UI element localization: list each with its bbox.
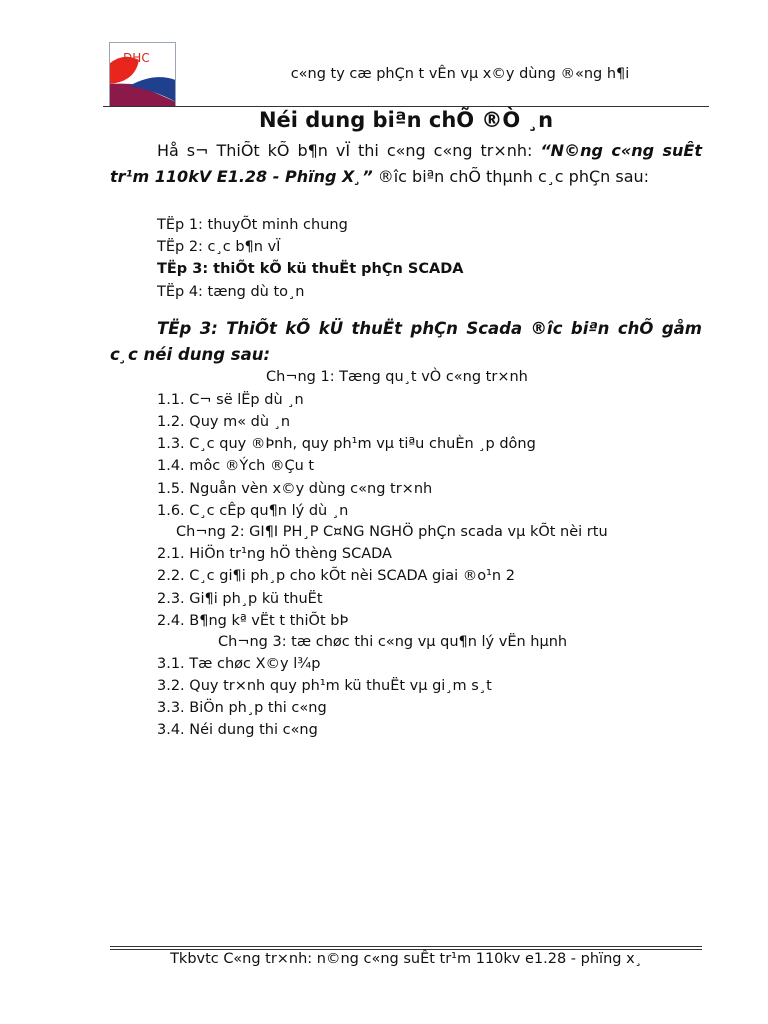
intro-tail: ®îc biªn chÕ thµnh c¸c phÇn sau: <box>372 167 650 186</box>
toc-item: 1.3. C¸c quy ®Þnh, quy ph¹m vµ tiªu chuÈn ¸p dông <box>157 436 536 452</box>
logo-text: ĐHC <box>123 51 150 65</box>
chapter-heading: Ch¬ng 3: tæ chøc thi c«ng vµ qu¶n lý vËn hµnh <box>218 634 568 650</box>
intro-lead: Hå s¬ ThiÕt kÕ b¶n vÏ thi c«ng c«ng tr×nh: <box>157 141 541 160</box>
toc-item: 3.4. Néi dung thi c«ng <box>157 722 318 738</box>
volume3-heading: TËp 3: ThiÕt kÕ kÜ thuËt phÇn Scada ®îc biªn chÕ gåm c¸c néi dung sau: <box>110 319 702 364</box>
toc-item: 2.3. Gi¶i ph¸p kü thuËt <box>157 591 323 607</box>
company-name: c«ng ty cæ phÇn t vÊn vµ x©y dùng ®«ng h¶i <box>290 66 630 82</box>
toc-item: 1.1. C¬ së lËp dù ¸n <box>157 392 304 408</box>
header-rule <box>103 106 709 107</box>
footer-rule <box>110 949 702 950</box>
chapter-heading: Ch¬ng 1: Tæng qu¸t vÒ c«ng tr×nh <box>266 369 528 385</box>
page-title: Néi dung biªn chÕ ®Ò ¸n <box>258 108 554 132</box>
toc-item: 2.4. B¶ng kª vËt t thiÕt bÞ <box>157 613 349 629</box>
toc-item: 2.1. HiÖn tr¹ng hÖ thèng SCADA <box>157 546 392 562</box>
toc-item: 1.4. môc ®Ých ®Çu t <box>157 458 315 474</box>
volume-item: TËp 4: tæng dù to¸n <box>157 284 305 300</box>
footer-rule <box>110 946 702 947</box>
toc-item: 1.5. Nguån vèn x©y dùng c«ng tr×nh <box>157 481 433 497</box>
project-name: “N©ng c«ng suÊt tr¹m 110kV E1.28 - Phïng X¸” <box>110 141 702 186</box>
chapter-heading: Ch¬ng 2: GI¶I PH¸P C¤NG NGHÖ phÇn scada vµ kÕt nèi rtu <box>176 524 608 540</box>
toc-item: 3.2. Quy tr×nh quy ph¹m kü thuËt vµ gi¸m s¸t <box>157 678 492 694</box>
intro-paragraph <box>110 138 702 190</box>
toc-item: 1.2. Quy m« dù ¸n <box>157 414 291 430</box>
volume-item: TËp 2: c¸c b¶n vÏ <box>157 239 281 255</box>
toc-item: 3.3. BiÖn ph¸p thi c«ng <box>157 700 327 716</box>
page-footer: Tkbvtc C«ng tr×nh: n©ng c«ng suÊt tr¹m 110kv e1.28 - phïng x¸ <box>170 951 642 967</box>
logo-graphic <box>109 42 176 107</box>
volume-item: TËp 1: thuyÕt minh chung <box>157 217 348 233</box>
company-logo <box>109 42 176 107</box>
toc-item: 2.2. C¸c gi¶i ph¸p cho kÕt nèi SCADA giai ®o¹n 2 <box>157 568 515 584</box>
toc-item: 3.1. Tæ chøc X©y l¾p <box>157 656 321 672</box>
toc-item: 1.6. C¸c cÊp qu¶n lý dù ¸n <box>157 503 349 519</box>
volume-item: TËp 3: thiÕt kÕ kü thuËt phÇn SCADA <box>157 261 464 277</box>
